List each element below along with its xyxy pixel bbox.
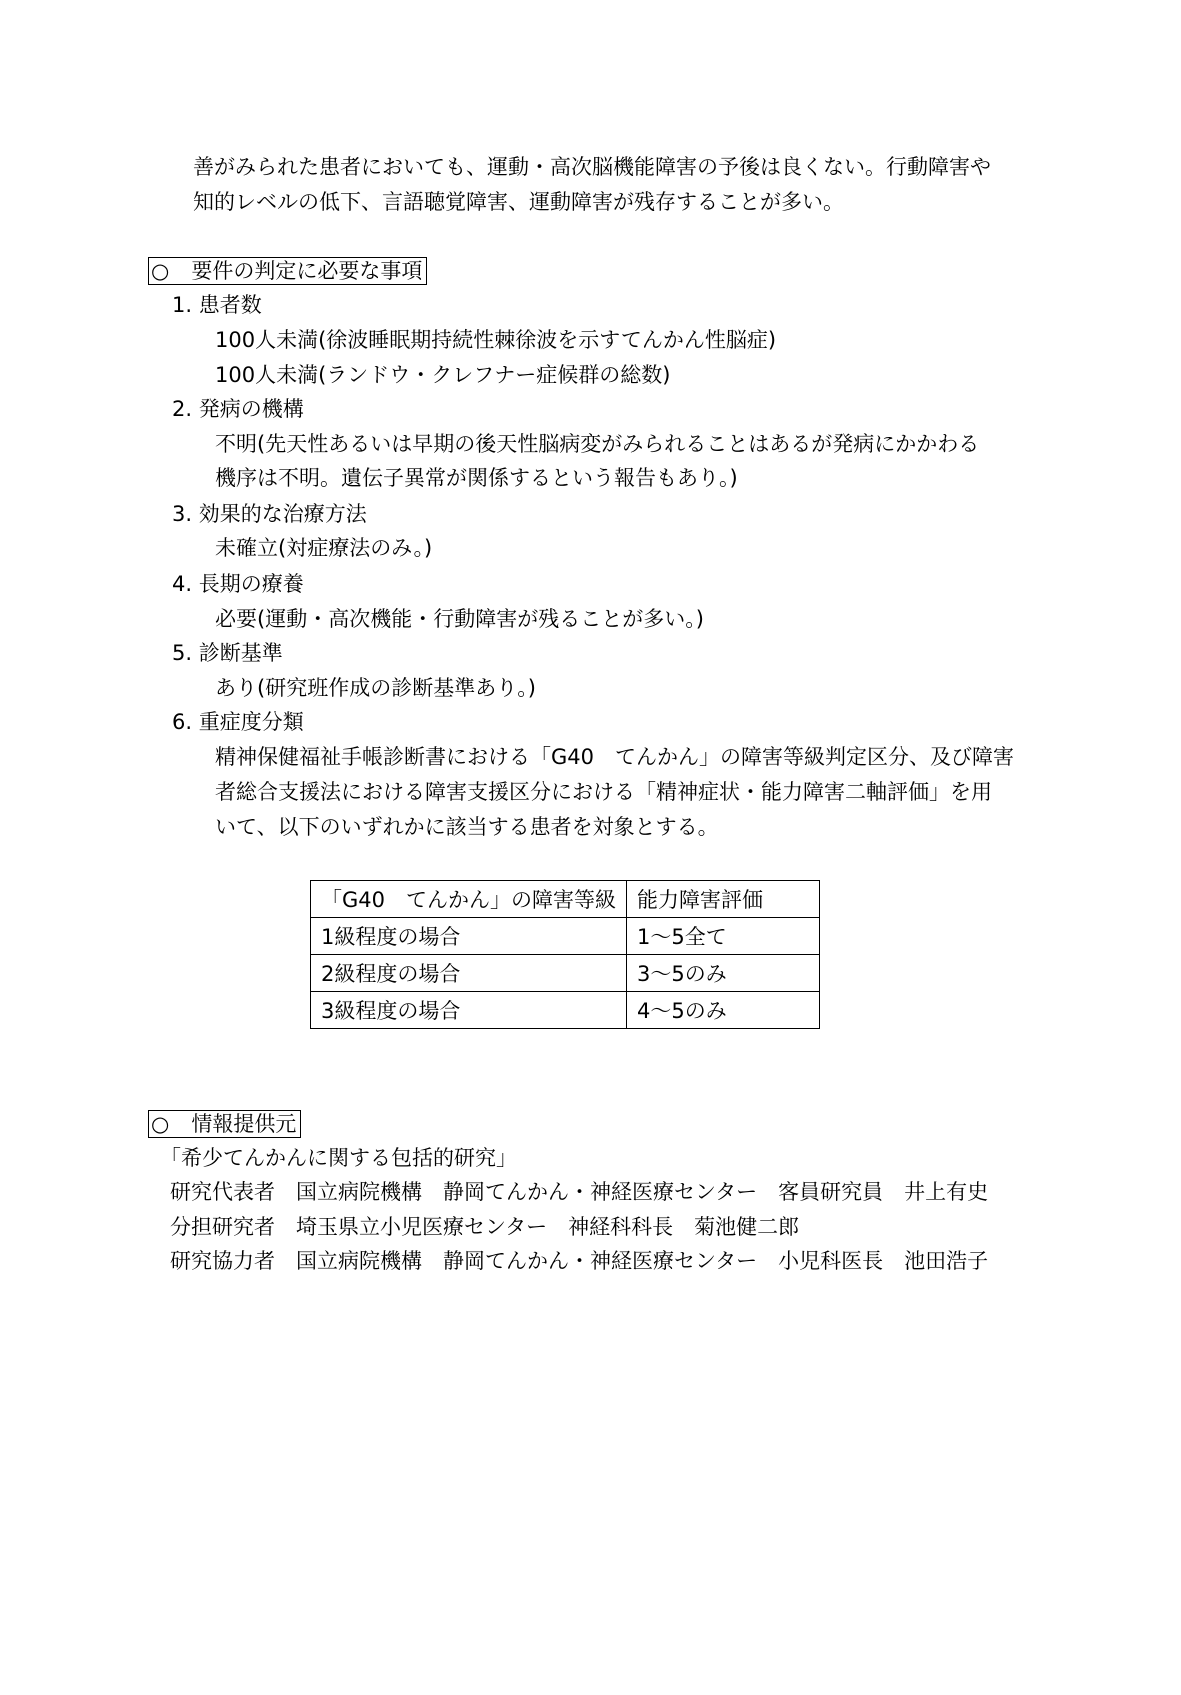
item-text: いて、以下のいずれかに該当する患者を対象とする。: [215, 815, 719, 839]
table-header-cell: 「G40 てんかん」の障害等級: [311, 881, 627, 918]
item-number: 3.: [172, 502, 193, 526]
table-row: [311, 955, 820, 992]
item-heading: [172, 709, 304, 735]
item-number: 1.: [172, 293, 193, 317]
item-heading: [172, 292, 262, 318]
intro-line: 知的レベルの低下、言語聴覚障害、運動障害が残存することが多い。: [193, 190, 844, 214]
item-text: 必要(運動・高次機能・行動障害が残ることが多い。): [215, 607, 704, 631]
item-text: 100人未満(ランドウ・クレフナー症候群の総数): [215, 363, 671, 387]
table-header-cell: 能力障害評価: [627, 881, 820, 918]
intro-line: 善がみられた患者においても、運動・高次脳機能障害の予後は良くない。行動障害や: [193, 155, 991, 179]
table-cell: 4～5のみ: [627, 992, 820, 1029]
section-title: 要件の判定に必要な事項: [191, 259, 423, 283]
table-header-row: [311, 881, 820, 918]
item-title: 患者数: [198, 293, 262, 317]
section-title: 情報提供元: [191, 1112, 297, 1136]
table-cell: 3～5のみ: [627, 955, 820, 992]
circle-marker-icon: ○: [151, 1112, 170, 1136]
item-text: 100人未満(徐波睡眠期持続性棘徐波を示すてんかん性脳症): [215, 328, 777, 352]
item-title: 効果的な治療方法: [198, 502, 367, 526]
item-title: 長期の療養: [198, 572, 304, 596]
table-row: [311, 918, 820, 955]
item-text: 未確立(対症療法のみ。): [215, 536, 433, 560]
circle-marker-icon: ○: [151, 259, 170, 283]
table-cell: 1級程度の場合: [311, 918, 627, 955]
item-heading: [172, 396, 304, 422]
table-cell: 2級程度の場合: [311, 955, 627, 992]
section-heading-requirements: [148, 257, 427, 285]
info-line: 「希少てんかんに関する包括的研究」: [160, 1146, 517, 1170]
item-number: 2.: [172, 397, 193, 421]
info-line: 研究協力者 国立病院機構 静岡てんかん・神経医療センター 小児科医長 池田浩子: [170, 1249, 989, 1273]
item-heading: [172, 501, 367, 527]
info-line: 分担研究者 埼玉県立小児医療センター 神経科科長 菊池健二郎: [170, 1215, 800, 1239]
section-heading-info: [148, 1110, 301, 1138]
item-text: あり(研究班作成の診断基準あり。): [215, 676, 536, 700]
item-text: 者総合支援法における障害支援区分における「精神症状・能力障害二軸評価」を用: [215, 780, 992, 804]
table-cell: 1～5全て: [627, 918, 820, 955]
item-text: 機序は不明。遺伝子異常が関係するという報告もあり。): [215, 466, 738, 490]
item-text: 不明(先天性あるいは早期の後天性脳病変がみられることはあるが発病にかかわる: [215, 432, 980, 456]
item-number: 4.: [172, 572, 193, 596]
item-heading: [172, 640, 283, 666]
item-number: 5.: [172, 641, 193, 665]
info-line: 研究代表者 国立病院機構 静岡てんかん・神経医療センター 客員研究員 井上有史: [170, 1180, 989, 1204]
table-row: [311, 992, 820, 1029]
table-cell: 3級程度の場合: [311, 992, 627, 1029]
severity-table: [310, 880, 820, 1029]
item-text: 精神保健福祉手帳診断書における「G40 てんかん」の障害等級判定区分、及び障害: [215, 745, 1014, 769]
item-number: 6.: [172, 710, 193, 734]
item-title: 診断基準: [198, 641, 283, 665]
item-title: 重症度分類: [198, 710, 304, 734]
item-heading: [172, 571, 304, 597]
item-title: 発病の機構: [198, 397, 304, 421]
